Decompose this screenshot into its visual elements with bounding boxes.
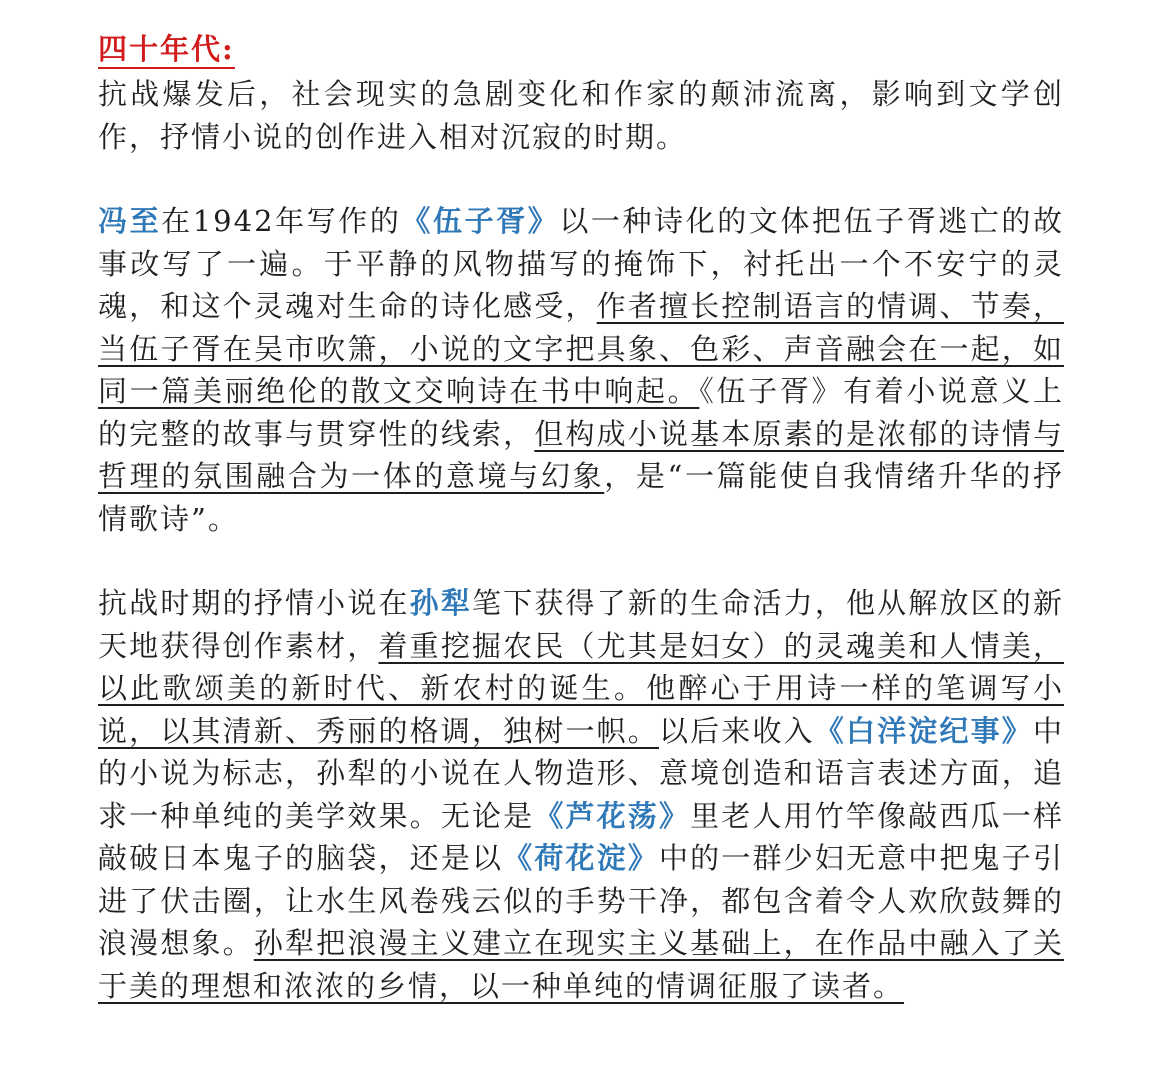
underlined-passage: 孙犁把浪漫主义建立在现实主义基础上，在作品中融入了关于美的理想和浓浓的乡情，以一种单纯的情调征服了读者。 [98, 926, 1064, 1003]
work-title-luhuadang: 《芦花荡》 [534, 798, 691, 833]
work-title-baiyangdian: 《白洋淀纪事》 [814, 713, 1033, 748]
text-segment: 里老人用竹竿像敲西瓜一样敲破日本鬼子的脑袋，还是以 [98, 798, 1064, 875]
paragraph-sun-li [98, 582, 1064, 1007]
text-segment: 以一种诗化的文体把伍子胥逃亡的故事改写了一遍。于平静的风物描写的掩饰下，衬托出一个不安宁的灵魂，和这个灵魂对生命的诗化感受， [98, 204, 1064, 323]
paragraph-intro [98, 73, 1064, 158]
author-name-feng-zhi: 冯至 [98, 204, 162, 238]
text-segment: 在1942年写作的 [161, 204, 402, 238]
paragraph-feng-zhi [98, 200, 1064, 540]
document-body [98, 28, 1064, 1007]
section-heading: 四十年代: [98, 31, 235, 69]
intro-text: 抗战爆发后，社会现实的急剧变化和作家的颠沛流离，影响到文学创作，抒情小说的创作进入相对沉寂的时期。 [98, 77, 1064, 154]
paragraph-gap [98, 540, 1064, 582]
text-segment: 中的一群少妇无意中把鬼子引进了伏击圈，让水生风卷残云似的手势干净，都包含着令人欢欣鼓舞的浪漫想象。 [98, 841, 1064, 960]
underlined-passage: 作者擅长控制语言的情调、节奏，当伍子胥在吴市吹箫，小说的文字把具象、色彩、声音融会在一起，如同一篇美丽绝伦的散文交响诗在书中响起。 [98, 289, 1064, 408]
text-segment: 笔下获得了新的生命活力，他从解放区的新天地获得创作素材， [98, 586, 1064, 663]
underlined-passage: 但构成小说基本原素的是浓郁的诗情与哲理的氛围融合为一体的意境与幻象 [98, 416, 1064, 493]
text-segment: 中的小说为标志，孙犁的小说在人物造形、意境创造和语言表述方面，追求一种单纯的美学效果。无论是 [98, 713, 1064, 833]
underlined-passage: 着重挖掘农民（尤其是妇女）的灵魂美和人情美，以此歌颂美的新时代、新农村的诞生。他醉心于用诗一样的笔调写小说，以其清新、秀丽的格调，独树一帜。 [98, 628, 1064, 748]
text-segment: 以后来收入 [658, 713, 815, 748]
text-segment: 抗战时期的抒情小说在 [98, 586, 410, 620]
text-segment: ，是“一篇能使自我情绪升华的抒情歌诗”。 [98, 459, 1064, 536]
paragraph-gap [98, 158, 1064, 200]
author-name-sun-li: 孙犁 [409, 586, 472, 620]
work-title-hehuadian: 《荷花淀》 [503, 841, 659, 875]
work-title-wu-zixu: 《伍子胥》 [401, 204, 560, 238]
text-segment: 《伍子胥》有着小说意义上的完整的故事与贯穿性的线索， [98, 374, 1064, 451]
